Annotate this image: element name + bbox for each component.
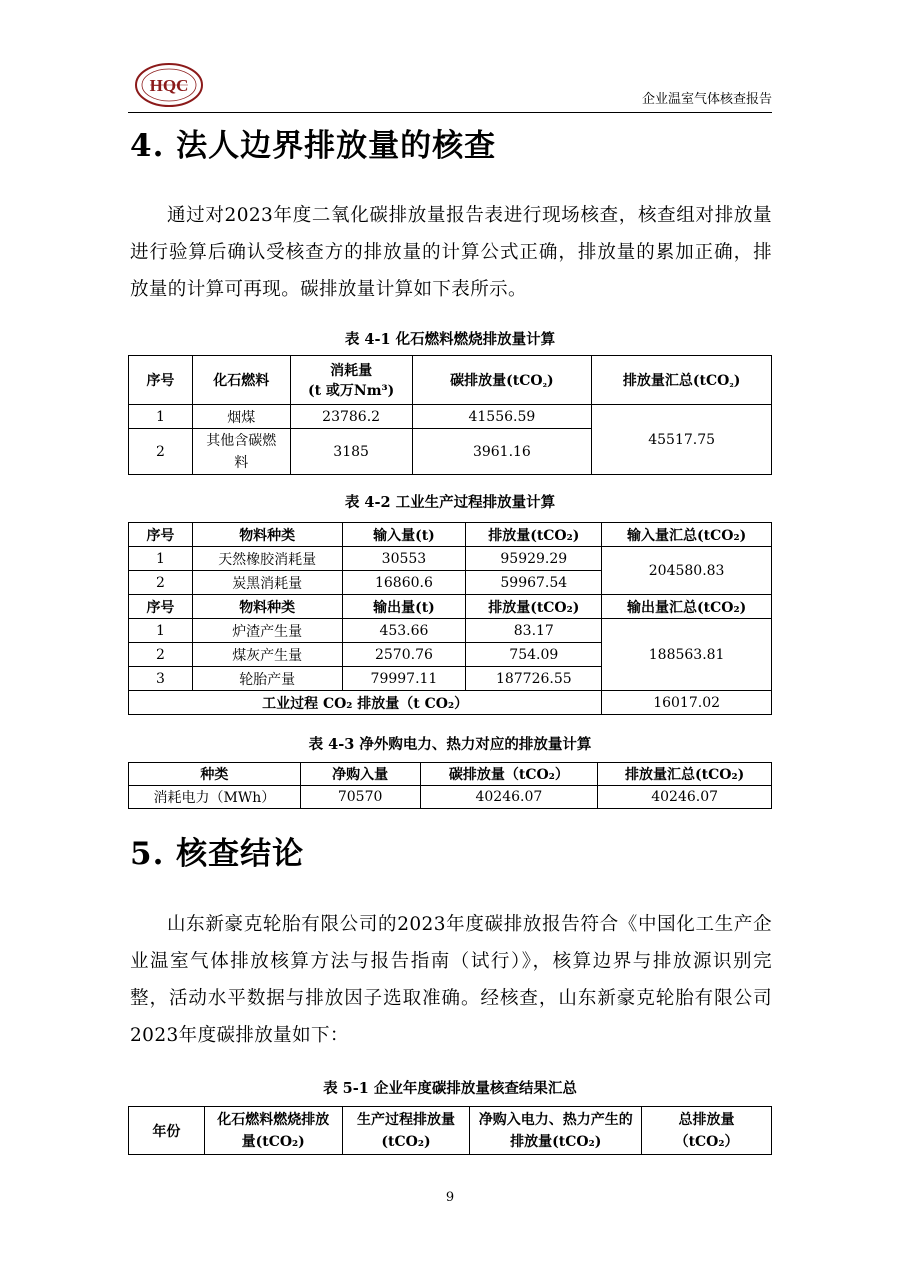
- table42-cell-emission: 83.17: [466, 619, 602, 643]
- table42-cell-no: 3: [129, 667, 193, 691]
- table42: [128, 522, 772, 715]
- header-rule: [128, 112, 772, 113]
- table41-cell-fuel: 其他含碳燃料: [192, 429, 290, 475]
- table41-header-total-b: ): [733, 373, 741, 389]
- table43-header-total: 排放量汇总(tCO₂): [598, 763, 772, 786]
- table41-cell-consumption: 3185: [290, 429, 412, 475]
- page-number: 9: [445, 1190, 455, 1205]
- table-row: [129, 619, 772, 643]
- table42-cell-amount: 453.66: [342, 619, 466, 643]
- table41-header-consumption-label: 消耗量: [330, 363, 373, 379]
- table42-output-header-row: [129, 595, 772, 619]
- table51: [128, 1106, 772, 1155]
- table41-cell-emission: 41556.59: [412, 405, 592, 429]
- table41-header-total: [592, 356, 772, 405]
- section4-paragraph-text: 通过对2023年度二氧化碳排放量报告表进行现场核查，核查组对排放量进行验算后确认受核查方的排放量的计算公式正确，排放量的累加正确，排放量的计算可再现。碳排放量计算如下表所示。: [130, 205, 772, 300]
- table42-cell-no: 2: [129, 571, 193, 595]
- table51-caption: 表 5-1 企业年度碳排放量核查结果汇总: [323, 1080, 577, 1097]
- table41-caption: 表 4-1 化石燃料燃烧排放量计算: [344, 331, 556, 348]
- table42-header-output-amount: 输出量(t): [342, 595, 466, 619]
- table41-header-consumption-unit: (t 或万Nm³): [307, 383, 395, 399]
- table41-cell-no: 2: [129, 429, 193, 475]
- table51-header-total: 总排放量（tCO₂）: [642, 1107, 772, 1155]
- table51-header-row: [129, 1107, 772, 1155]
- table43-header-amount: 净购入量: [300, 763, 420, 786]
- table42-header-emission: 排放量(tCO₂): [466, 523, 602, 547]
- table42-header-input-total: 输入量汇总(tCO₂): [602, 523, 772, 547]
- table42-process-row: [129, 691, 772, 715]
- table41: [128, 355, 772, 475]
- table41-header-total-sub: ₂: [729, 379, 734, 390]
- table42-header-material: 物料种类: [192, 595, 342, 619]
- table41-header-fuel: 化石燃料: [192, 356, 290, 405]
- section5-heading: 5. 核查结论: [130, 836, 305, 872]
- table42-header-output-total: 输出量汇总(tCO₂): [602, 595, 772, 619]
- table41-header-consumption: [290, 356, 412, 405]
- table43-cell-emission: 40246.07: [420, 786, 598, 809]
- table42-cell-amount: 16860.6: [342, 571, 466, 595]
- table43-cell-total: 40246.07: [598, 786, 772, 809]
- table42-caption: 表 4-2 工业生产过程排放量计算: [344, 494, 556, 511]
- table42-input-header-row: [129, 523, 772, 547]
- company-logo: [134, 62, 204, 108]
- table41-header-emission-sub: ₂: [542, 379, 547, 390]
- table42-cell-no: 1: [129, 619, 193, 643]
- table43-cell-type: 消耗电力（MWh）: [129, 786, 301, 809]
- table41-header-emission: [412, 356, 592, 405]
- table42-cell-amount: 79997.11: [342, 667, 466, 691]
- table42-cell-no: 1: [129, 547, 193, 571]
- table51-header-fossil: 化石燃料燃烧排放量(tCO₂): [204, 1107, 342, 1155]
- section5-paragraph-text: 山东新豪克轮胎有限公司的2023年度碳排放报告符合《中国化工生产企业温室气体排放核算方法与报告指南（试行）》，核算边界与排放源识别完整，活动水平数据与排放因子选取准确。经核查，山东新豪克轮胎有限公司2023年度碳排放量如下：: [130, 914, 772, 1046]
- table-row: [129, 786, 772, 809]
- table42-cell-material: 炭黑消耗量: [192, 571, 342, 595]
- table42-cell-emission: 187726.55: [466, 667, 602, 691]
- table42-cell-input-total: 204580.83: [602, 547, 772, 595]
- table42-process-total: 16017.02: [602, 691, 772, 715]
- table41-header-total-a: 排放量汇总(tCO: [622, 373, 730, 389]
- table42-cell-material: 天然橡胶消耗量: [192, 547, 342, 571]
- table51-header-year: 年份: [129, 1107, 205, 1155]
- table42-cell-material: 煤灰产生量: [192, 643, 342, 667]
- section5-paragraph: [130, 906, 772, 1054]
- table42-header-input-amount: 输入量(t): [342, 523, 466, 547]
- report-header-title: 企业温室气体核查报告: [641, 92, 772, 107]
- table41-cell-no: 1: [129, 405, 193, 429]
- table41-cell-consumption: 23786.2: [290, 405, 412, 429]
- table42-header-no: 序号: [129, 523, 193, 547]
- table42-cell-material: 轮胎产量: [192, 667, 342, 691]
- svg-text:HQC: HQC: [149, 76, 189, 95]
- table41-header-emission-a: 碳排放量(tCO: [450, 373, 543, 389]
- table42-header-material: 物料种类: [192, 523, 342, 547]
- table43-caption: 表 4-3 净外购电力、热力对应的排放量计算: [308, 736, 592, 753]
- table41-cell-total: 45517.75: [592, 405, 772, 475]
- table42-cell-amount: 30553: [342, 547, 466, 571]
- table42-process-label: 工业过程 CO₂ 排放量（t CO₂）: [129, 691, 602, 715]
- table43-header-row: [129, 763, 772, 786]
- table42-cell-emission: 754.09: [466, 643, 602, 667]
- table42-cell-amount: 2570.76: [342, 643, 466, 667]
- table42-cell-no: 2: [129, 643, 193, 667]
- section4-heading: 4. 法人边界排放量的核查: [130, 128, 497, 164]
- table42-cell-emission: 59967.54: [466, 571, 602, 595]
- table41-header-emission-b: ): [547, 373, 554, 389]
- table41-cell-emission: 3961.16: [412, 429, 592, 475]
- table51-header-process: 生产过程排放量(tCO₂): [342, 1107, 470, 1155]
- table43-cell-amount: 70570: [300, 786, 420, 809]
- table42-cell-output-total: 188563.81: [602, 619, 772, 691]
- section4-paragraph: [130, 197, 772, 308]
- table42-header-emission: 排放量(tCO₂): [466, 595, 602, 619]
- table41-cell-fuel: 烟煤: [192, 405, 290, 429]
- table-row: [129, 547, 772, 571]
- table42-cell-material: 炉渣产生量: [192, 619, 342, 643]
- table43-header-type: 种类: [129, 763, 301, 786]
- table42-cell-emission: 95929.29: [466, 547, 602, 571]
- table43-header-emission: 碳排放量（tCO₂）: [420, 763, 598, 786]
- table51-header-purchased: 净购入电力、热力产生的排放量(tCO₂): [470, 1107, 642, 1155]
- table41-header-row: [129, 356, 772, 405]
- table42-header-no: 序号: [129, 595, 193, 619]
- table-row: [129, 405, 772, 429]
- table43: [128, 762, 772, 809]
- table41-header-no: 序号: [129, 356, 193, 405]
